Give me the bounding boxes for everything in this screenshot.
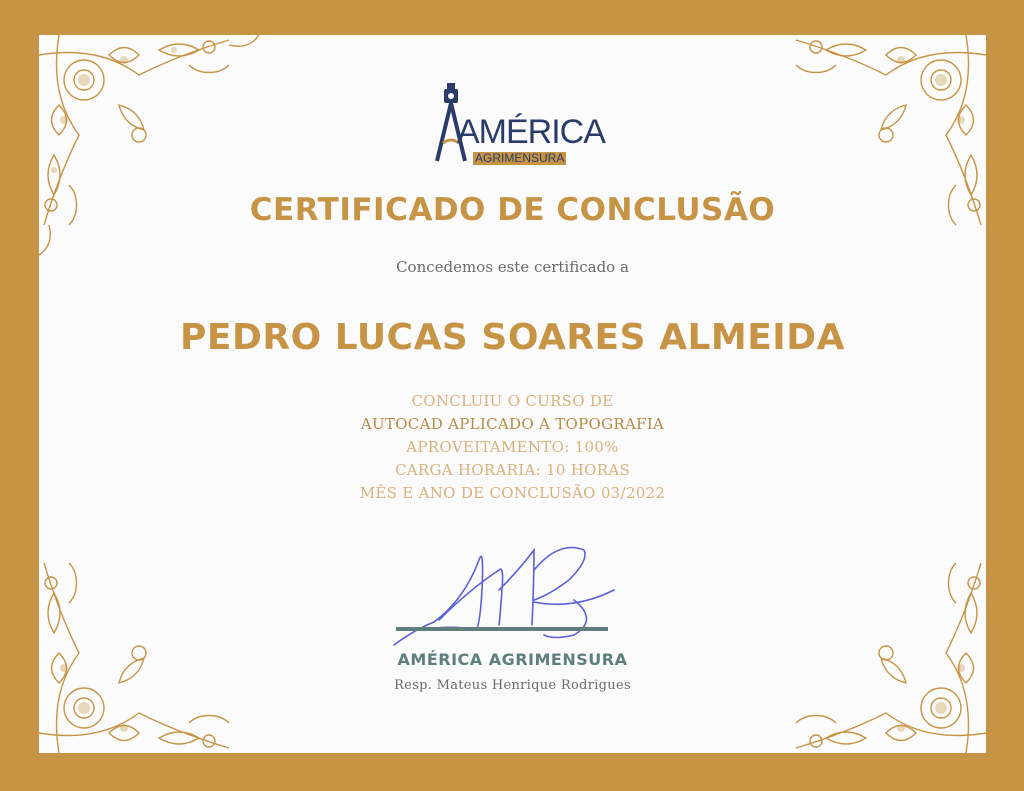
logo-subtitle: AGRIMENSURA: [475, 151, 565, 165]
floral-ornament-icon: [736, 35, 986, 285]
floral-ornament-icon: [736, 503, 986, 753]
details-line-hours: CARGA HORARIA: 10 HORAS: [394, 461, 631, 479]
certificate-title: CERTIFICADO DE CONCLUSÃO: [249, 192, 776, 228]
details-line-date: MÊS E ANO DE CONCLUSÃO 03/2022: [359, 484, 666, 502]
course-details: [39, 390, 986, 505]
recipient-name: PEDRO LUCAS SOARES ALMEIDA: [180, 317, 845, 358]
signature: [384, 530, 619, 650]
logo-wordmark: AMÉRICA: [457, 113, 605, 151]
course-name: AUTOCAD APLICADO A TOPOGRAFIA: [360, 415, 665, 433]
grant-text: Concedemos este certificado a: [396, 258, 629, 276]
details-line-grade: APROVEITAMENTO: 100%: [406, 438, 619, 456]
organization-name: AMÉRICA AGRIMENSURA: [397, 650, 628, 669]
floral-ornament-icon: [39, 35, 289, 285]
floral-ornament-icon: [39, 503, 289, 753]
details-line-intro: CONCLUIU O CURSO DE: [411, 392, 614, 410]
signature-line: [396, 627, 608, 631]
responsible-person: Resp. Mateus Henrique Rodrigues: [394, 678, 631, 693]
certificate-frame: [39, 35, 986, 753]
